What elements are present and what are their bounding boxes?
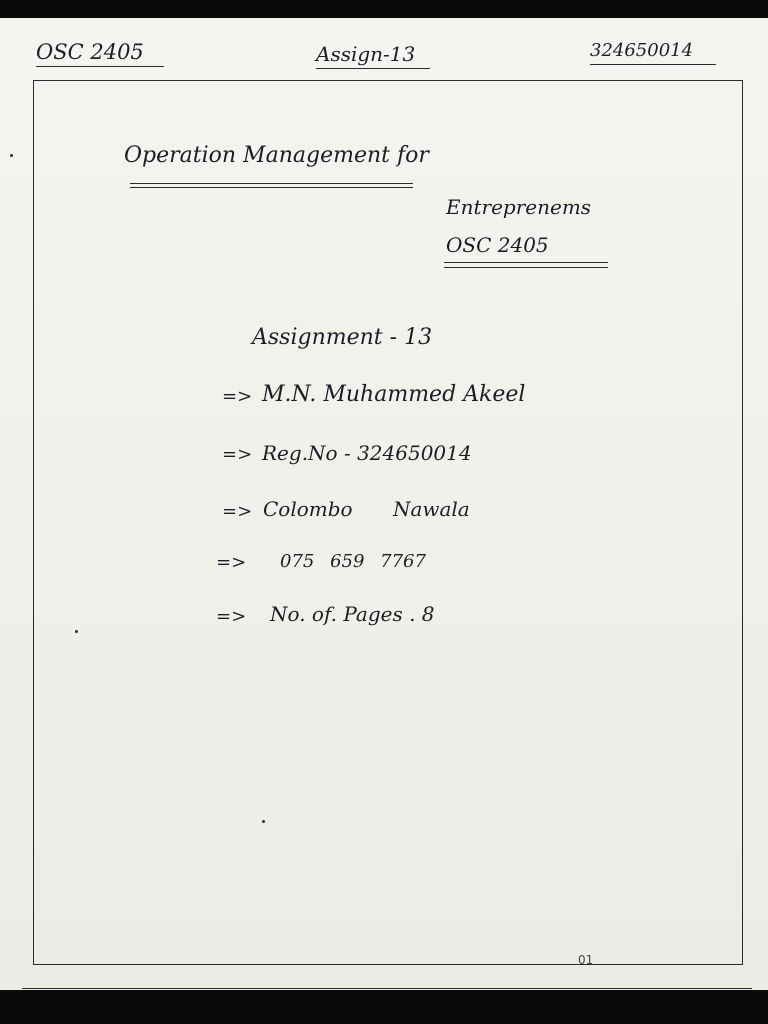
stray-mark (262, 820, 265, 823)
stray-mark (75, 630, 78, 633)
title-line2: Entreprenems (446, 195, 592, 219)
arrow-bullet-reg: => (222, 444, 253, 465)
assignment-heading: Assignment - 13 (252, 325, 433, 350)
header-reg-number-underline (590, 64, 716, 65)
notebook-page (0, 18, 768, 990)
arrow-bullet-pages: => (216, 606, 247, 627)
header-assignment-underline (316, 68, 430, 69)
number-of-pages: No. of. Pages . 8 (270, 602, 435, 626)
arrow-bullet-location: => (222, 501, 253, 522)
arrow-bullet-name: => (222, 386, 253, 407)
page-number: 01 (578, 953, 594, 967)
title-underline-2 (130, 187, 413, 188)
page-border (33, 80, 743, 965)
title-course-code: OSC 2405 (446, 233, 549, 257)
arrow-bullet-phone: => (216, 552, 247, 573)
header-course-code-underline (36, 66, 164, 67)
registration-number: Reg.No - 324650014 (262, 441, 472, 465)
title-underline-1 (130, 183, 413, 184)
location: Colombo Nawala (263, 497, 470, 521)
stray-mark (10, 154, 13, 157)
header-course-code: OSC 2405 (36, 40, 144, 64)
student-name: M.N. Muhammed Akeel (262, 382, 526, 407)
title-line1: Operation Management for (124, 143, 429, 168)
title-course-underline-2 (444, 267, 608, 268)
title-course-underline-1 (444, 262, 608, 263)
header-assignment: Assign-13 (316, 42, 416, 66)
phone-number: 075 659 7767 (280, 551, 426, 572)
bottom-rule (22, 988, 752, 989)
header-reg-number: 324650014 (590, 40, 694, 61)
